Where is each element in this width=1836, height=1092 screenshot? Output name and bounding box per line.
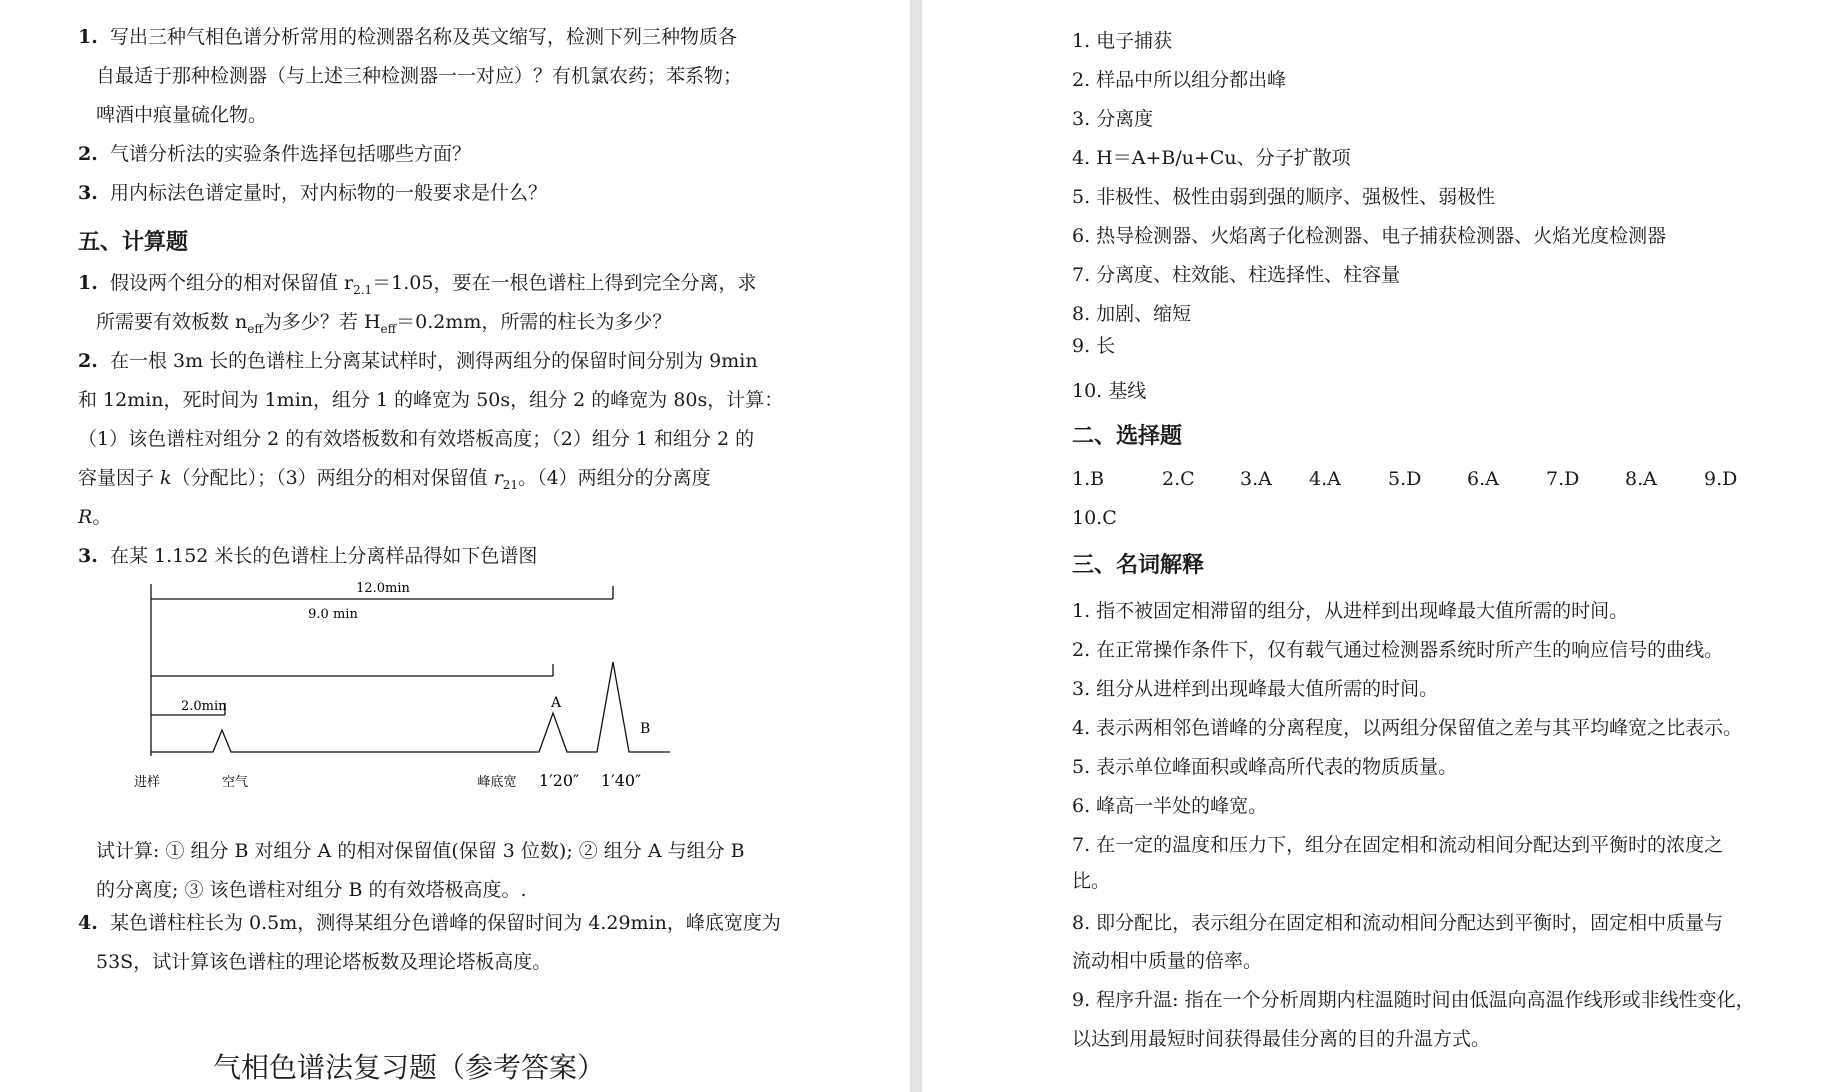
calc-q2-line5: R。 [78,506,112,528]
x-label-1m40s: 1′40″ [600,771,642,790]
calc-q2-line3: （1）该色谱柱对组分 2 的有效塔板数和有效塔板高度；（2）组分 1 和组分 2 的 [78,428,755,450]
section-5-heading: 五、计算题 [78,229,189,255]
short-q1-line3: 啤酒中痕量硫化物。 [96,104,268,126]
fill-answer-6: 6. 热导检测器、火焰离子化检测器、电子捕获检测器、火焰光度检测器 [1072,225,1667,247]
term-answer-9: 9. 程序升温: 指在一个分析周期内柱温随时间由低温向高温作线形或非线性变化， [1072,989,1755,1011]
short-q2: 2. 气谱分析法的实验条件选择包括哪些方面？ [78,143,471,165]
short-q3: 3. 用内标法色谱定量时，对内标物的一般要求是什么？ [78,182,547,204]
chromatogram-figure [125,572,685,797]
peak-a-label: A [550,695,562,711]
term-answer-8-cont: 流动相中质量的倍率。 [1072,950,1263,972]
choice-answer-6: 6.A [1467,468,1499,490]
fill-answer-9: 9. 长 [1072,335,1116,357]
choice-answer-1: 1.B [1072,468,1105,490]
fill-answer-10: 10. 基线 [1072,380,1147,402]
label-12min: 12.0min [356,581,410,596]
x-label-air: 空气 [221,775,249,790]
x-label-1m20s: 1′20″ [538,771,580,790]
calc-q2-line4: 容量因子 k（分配比）；（3）两组分的相对保留值 $r_{21}$。（4）两组分的分离度 [78,467,711,492]
term-answer-6: 6. 峰高一半处的峰宽。 [1072,795,1268,817]
section-2-heading: 二、选择题 [1072,423,1183,449]
section-3-heading: 三、名词解释 [1072,552,1205,578]
choice-answer-8: 8.A [1625,468,1657,490]
left-page [0,0,910,1092]
label-2min: 2.0min [181,699,227,714]
calc-q1-line2: 所需要有效板数 $n_{eff}$为多少？若 $H_{eff}=0.2mm$，所需的柱长为多少？ [96,311,672,336]
term-answer-7-cont: 比。 [1072,870,1111,892]
fill-answer-5: 5. 非极性、极性由弱到强的顺序、强极性、弱极性 [1072,186,1496,208]
choice-answer-5: 5.D [1388,468,1422,490]
x-label-injection: 进样 [133,775,161,790]
fill-answer-2: 2. 样品中所以组分都出峰 [1072,69,1287,91]
term-answer-4: 4. 表示两相邻色谱峰的分离程度，以两组分保留值之差与其平均峰宽之比表示。 [1072,717,1743,739]
choice-answer-9: 9.D [1704,468,1738,490]
calc-q1-line1: 1. 假设两个组分的相对保留值 $r_{2.1}=1.05$，要在一根色谱柱上得到完全分离，求 [78,272,757,297]
term-answer-5: 5. 表示单位峰面积或峰高所代表的物质质量。 [1072,756,1458,778]
fill-answer-1: 1. 电子捕获 [1072,30,1173,52]
term-answer-7: 7. 在一定的温度和压力下，组分在固定相和流动相间分配达到平衡时的浓度之 [1072,834,1724,856]
answers-title: 气相色谱法复习题（参考答案） [213,1051,606,1084]
term-answer-1: 1. 指不被固定相滞留的组分，从进样到出现峰最大值所需的时间。 [1072,600,1629,622]
calc-q2-line1: 2. 在一根 3m 长的色谱柱上分离某试样时，测得两组分的保留时间分别为 9min [78,350,758,372]
fill-answer-3: 3. 分离度 [1072,108,1154,130]
x-label-peak-base-width: 峰底宽 [477,775,517,790]
term-answer-3: 3. 组分从进样到出现峰最大值所需的时间。 [1072,678,1439,700]
page-gutter [910,0,922,1092]
calc-q2-line2: 和 12min，死时间为 1min，组分 1 的峰宽为 50s，组分 2 的峰宽为 80s，计算： [78,389,784,411]
choice-answer-4: 4.A [1309,468,1341,490]
choice-answer-2: 2.C [1162,468,1195,490]
choice-answer-10: 10.C [1072,507,1117,529]
short-q1-line1: 1. 写出三种气相色谱分析常用的检测器名称及英文缩写，检测下列三种物质各 [78,26,737,48]
choice-answer-7: 7.D [1546,468,1580,490]
calc-q3-line1: 3. 在某 1.152 米长的色谱柱上分离样品得如下色谱图 [78,545,538,567]
calc-q4-line2: 53S，试计算该色谱柱的理论塔板数及理论塔板高度。 [96,951,552,973]
peak-b-label: B [640,721,651,737]
right-page [922,0,1836,1092]
short-q1-line2: 自最适于那种检测器（与上述三种检测器一一对应）？有机氯农药；苯系物； [96,65,743,87]
calc-q3-line2: 试计算: ① 组分 B 对组分 A 的相对保留值(保留 3 位数); ② 组分 A 与组分 B [96,840,745,862]
label-9min: 9.0 min [308,607,358,622]
calc-q3-line3: 的分离度; ③ 该色谱柱对组分 B 的有效塔极高度。. [96,879,527,901]
calc-q4-line1: 4. 某色谱柱柱长为 0.5m，测得某组分色谱峰的保留时间为 4.29min，峰底宽度为 [78,912,781,934]
fill-answer-4: 4. H＝A+B/u+Cu、分子扩散项 [1072,147,1351,169]
term-answer-2: 2. 在正常操作条件下，仅有载气通过检测器系统时所产生的响应信号的曲线。 [1072,639,1724,661]
fill-answer-8: 8. 加剧、缩短 [1072,303,1192,325]
fill-answer-7: 7. 分离度、柱效能、柱选择性、柱容量 [1072,264,1401,286]
term-answer-9-cont: 以达到用最短时间获得最佳分离的目的升温方式。 [1072,1028,1491,1050]
term-answer-8: 8. 即分配比，表示组分在固定相和流动相间分配达到平衡时，固定相中质量与 [1072,912,1724,934]
choice-answer-3: 3.A [1240,468,1272,490]
